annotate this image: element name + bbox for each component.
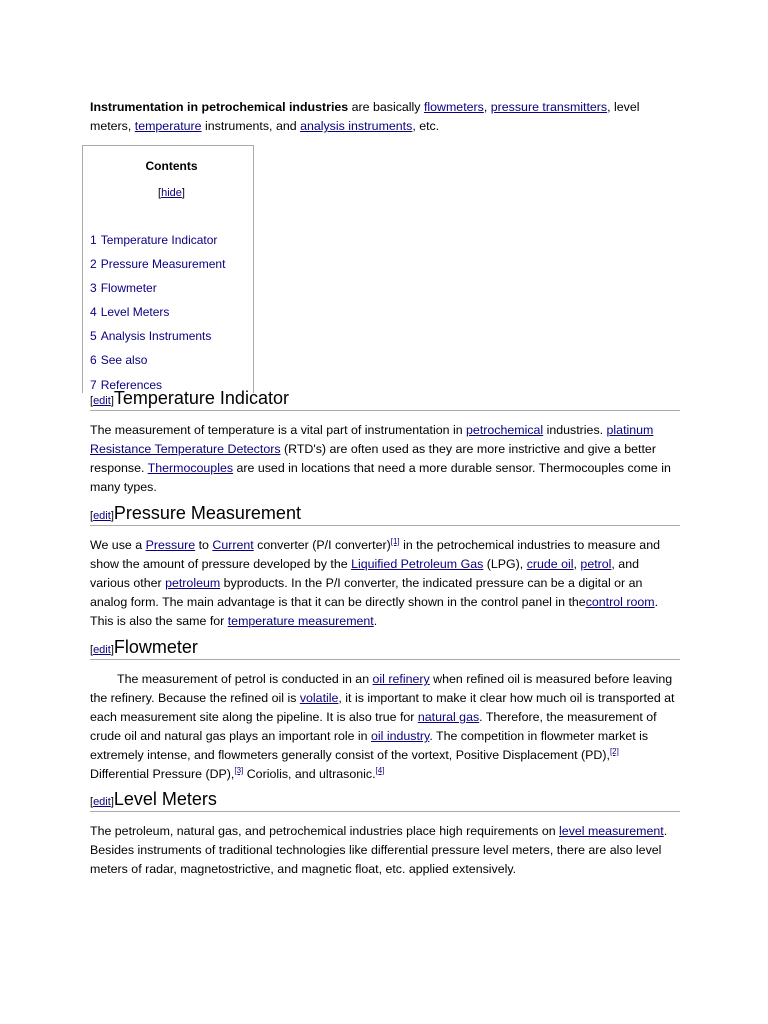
link-resistance-temperature-detectors[interactable]: Resistance Temperature Detectors <box>90 442 281 456</box>
section-heading-pressure-measurement <box>90 503 680 526</box>
paragraph-text: converter (P/I converter) <box>253 538 391 552</box>
paragraph-text: industries. <box>543 423 607 437</box>
toc-hide-bracket: ] <box>181 187 185 199</box>
paragraph-text: Differential Pressure (DP), <box>90 767 235 781</box>
section-heading-level-meters <box>90 789 680 812</box>
toc-list <box>90 228 253 397</box>
link-temperature[interactable]: temperature <box>134 119 202 133</box>
intro-text: instruments, and <box>201 119 301 133</box>
paragraph-text: The petroleum, natural gas, and petrochemical industries place high requirements on <box>90 824 560 838</box>
toc-item-number: 6 <box>90 353 97 368</box>
section-title: Level Meters <box>113 789 217 809</box>
intro-text: are basically <box>348 100 424 114</box>
toc-item-analysis-instruments[interactable] <box>90 324 253 348</box>
edit-bracket: ] <box>110 510 114 522</box>
edit-bracket: [ <box>90 395 94 407</box>
intro-bold-term: Instrumentation in petrochemical industries <box>90 100 349 114</box>
edit-bracket: ] <box>110 796 114 808</box>
edit-section-control <box>90 395 114 407</box>
toc-item-label: Level Meters <box>100 305 170 320</box>
toc-item-number: 1 <box>90 233 97 247</box>
paragraph-text: (RTD's) are often used as they are more instrictive and give a better response. <box>90 442 656 475</box>
intro-paragraph <box>90 98 680 136</box>
toc-item-temperature-indicator[interactable] <box>90 228 253 252</box>
paragraph-text: , <box>573 557 581 571</box>
citation-3[interactable]: [3] <box>234 766 244 775</box>
paragraph-text: The measurement of petrol is conducted in an <box>117 672 373 686</box>
edit-bracket: [ <box>90 644 94 656</box>
section-title: Pressure Measurement <box>113 503 301 523</box>
section-title: Temperature Indicator <box>113 388 289 408</box>
link-analysis-instruments[interactable]: analysis instruments <box>300 119 413 133</box>
section-heading-flowmeter <box>90 637 680 660</box>
link-level-measurement[interactable]: level measurement <box>559 824 664 838</box>
toc-item-label: Pressure Measurement <box>100 257 226 272</box>
toc-item-see-also[interactable] <box>90 348 253 372</box>
paragraph-text: (LPG), <box>483 557 527 571</box>
link-crude-oil[interactable]: crude oil <box>526 557 574 571</box>
edit-link[interactable]: edit <box>93 395 111 407</box>
link-pressure-transmitters[interactable]: pressure transmitters <box>490 100 608 114</box>
link-petrol[interactable]: petrol <box>580 557 612 571</box>
edit-link[interactable]: edit <box>93 510 111 522</box>
citation-2[interactable]: [2] <box>609 747 619 756</box>
link-natural-gas[interactable]: natural gas <box>417 710 480 724</box>
toc-item-number: 2 <box>90 257 97 272</box>
paragraph-text: byproducts. In the P/I converter, the indicated pressure can be a digital or an analog form. The main advantage is that it can be directly shown in the control panel in the <box>90 576 643 609</box>
paragraph-text: . This is also the same for <box>90 595 659 628</box>
article-body <box>90 98 680 879</box>
edit-link[interactable]: edit <box>93 644 111 656</box>
toc-item-label: See also <box>100 353 148 368</box>
link-liquified-petroleum-gas[interactable]: Liquified Petroleum Gas <box>351 557 484 571</box>
paragraph-text: when refined oil is measured before leaving the refinery. Because the refined oil is <box>90 672 673 705</box>
link-volatile[interactable]: volatile <box>299 691 339 705</box>
edit-section-control <box>90 644 114 656</box>
toc-item-number: 7 <box>90 377 97 392</box>
link-temperature-measurement[interactable]: temperature measurement <box>227 614 374 628</box>
edit-section-control <box>90 796 114 808</box>
paragraph-text: , it is important to make it clear how much oil is transported at each measurement site along the pipeline. It is also true for <box>90 691 675 724</box>
paragraph-text: . Therefore, the measurement of crude oil and natural gas plays an important role in <box>90 710 657 743</box>
intro-text: , <box>483 100 491 114</box>
link-pressure[interactable]: Pressure <box>145 538 196 552</box>
edit-link[interactable]: edit <box>93 796 111 808</box>
toc-title: Contents <box>145 159 198 173</box>
link-petrochemical[interactable]: petrochemical <box>466 423 544 437</box>
paragraph-text: . The competition in flowmeter market is extremely intense, and flowmeters generally consist of the vortext, Positive Displacement (PD), <box>90 729 649 762</box>
edit-section-control <box>90 510 114 522</box>
intro-text: , level meters, <box>90 100 640 133</box>
paragraph-text: Coriolis, and ultrasonic. <box>243 767 376 781</box>
toc-item-flowmeter[interactable] <box>90 276 253 300</box>
toc-item-pressure-measurement[interactable] <box>90 252 253 276</box>
toc-item-label: Flowmeter <box>100 281 157 296</box>
paragraph-text: We use a <box>90 538 146 552</box>
link-petroleum[interactable]: petroleum <box>165 576 221 590</box>
link-oil-industry[interactable]: oil industry <box>371 729 430 743</box>
link-current[interactable]: Current <box>212 538 254 552</box>
edit-bracket: [ <box>90 510 94 522</box>
level-paragraph <box>90 822 680 879</box>
citation-1[interactable]: [1] <box>390 537 400 546</box>
toc-item-number: 5 <box>90 329 97 344</box>
toc-item-number: 4 <box>90 305 97 320</box>
intro-text: , etc. <box>412 119 440 133</box>
paragraph-text: . <box>373 614 378 628</box>
toc-item-label: References <box>100 377 163 392</box>
toc-hide-bracket: [ <box>158 187 162 199</box>
edit-bracket: ] <box>110 395 114 407</box>
temperature-paragraph <box>90 421 680 497</box>
toc-item-label: Analysis Instruments <box>100 329 212 344</box>
toc-hide-toggle <box>90 187 253 199</box>
edit-bracket: ] <box>110 644 114 656</box>
toc-hide-link[interactable]: hide <box>161 187 182 199</box>
section-heading-temperature-indicator <box>90 388 680 411</box>
paragraph-text: are used in locations that need a more durable sensor. Thermocouples come in many types. <box>90 461 671 494</box>
citation-4[interactable]: [4] <box>375 766 385 775</box>
paragraph-text: , and various other <box>90 557 639 590</box>
toc-item-label: Temperature Indicator <box>100 233 218 247</box>
paragraph-text: . Besides instruments of traditional technologies like differential pressure level meters, there are also level meters of radar, magnetostrictive, and magnetic float, etc. applied extensively. <box>90 824 668 876</box>
edit-bracket: [ <box>90 796 94 808</box>
link-platinum[interactable]: platinum <box>606 423 654 437</box>
paragraph-text: in the petrochemical industries to measure and show the amount of pressure developed by the <box>90 538 660 571</box>
link-flowmeters[interactable]: flowmeters <box>423 100 484 114</box>
section-title: Flowmeter <box>113 637 198 657</box>
toc-item-number: 3 <box>90 281 97 296</box>
link-oil-refinery[interactable]: oil refinery <box>372 672 430 686</box>
link-control-room[interactable]: control room <box>585 595 655 609</box>
table-of-contents <box>82 145 254 393</box>
paragraph-text: to <box>195 538 213 552</box>
toc-item-level-meters[interactable] <box>90 300 253 324</box>
flowmeter-paragraph <box>90 670 680 784</box>
paragraph-text: The measurement of temperature is a vital part of instrumentation in <box>90 423 467 437</box>
pressure-paragraph <box>90 536 680 631</box>
link-thermocouples[interactable]: Thermocouples <box>147 461 234 475</box>
